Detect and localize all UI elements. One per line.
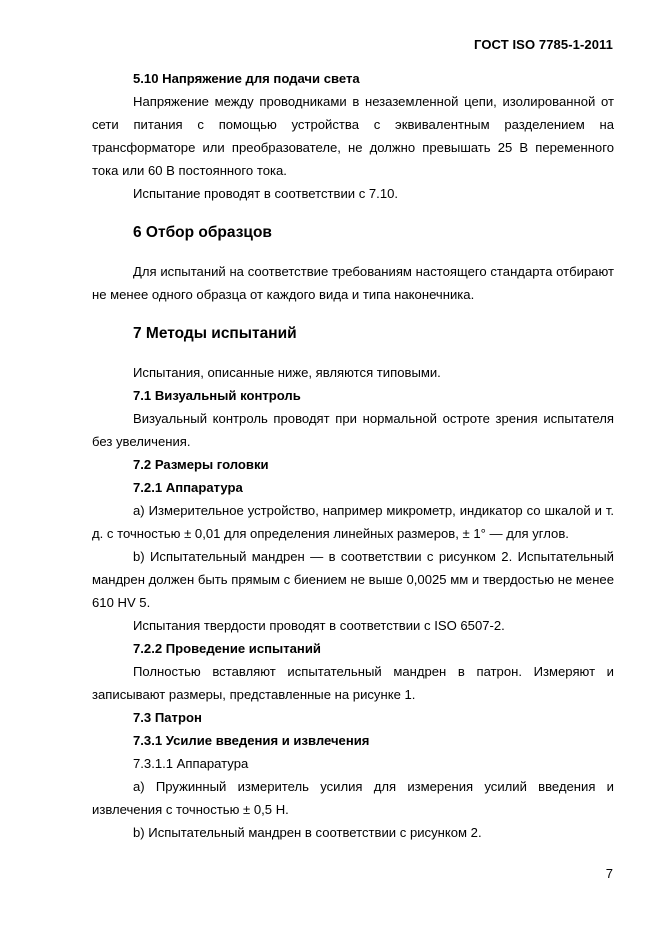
section-7-2-1-paragraph: Испытания твердости проводят в соответствии с ISO 6507-2. <box>133 618 505 633</box>
section-7-3-1-1-item-a: а) Пружинный измеритель усилия для измерения усилий введения и извлечения с точностью ± 0,5 Н. <box>92 779 614 817</box>
section-7-2-2-heading: 7.2.2 Проведение испытаний <box>133 641 321 656</box>
section-7-2-1-item-a: а) Измерительное устройство, например микрометр, индикатор со шкалой и т. д. с точностью ± 0,01 для определения линейных размеров, ± 1° — для углов. <box>92 503 614 541</box>
section-7-paragraph-1: Испытания, описанные ниже, являются типовыми. <box>133 365 441 380</box>
section-7-2-1-item-b: b) Испытательный мандрен — в соответствии с рисунком 2. Испытательный мандрен должен быть прямым с биением не выше 0,0025 мм и твердостью не менее 610 HV 5. <box>92 549 614 610</box>
section-6-paragraph-1: Для испытаний на соответствие требованиям настоящего стандарта отбирают не менее одного образца от каждого вида и типа наконечника. <box>92 264 614 302</box>
section-7-3-heading: 7.3 Патрон <box>133 710 202 725</box>
section-7-2-2-paragraph-1: Полностью вставляют испытательный мандрен в патрон. Измеряют и записывают размеры, представленные на рисунке 1. <box>92 664 614 702</box>
section-7-3-1-1-heading: 7.3.1.1 Аппаратура <box>133 756 249 771</box>
section-7-3-1-heading: 7.3.1 Усилие введения и извлечения <box>133 733 370 748</box>
page-number: 7 <box>605 866 613 881</box>
document-header-id: ГОСТ ISO 7785-1-2011 <box>474 37 613 52</box>
section-7-heading: 7 Методы испытаний <box>133 325 297 342</box>
section-7-3-1-1-item-b: b) Испытательный мандрен в соответствии с рисунком 2. <box>133 825 482 840</box>
section-7-2-heading: 7.2 Размеры головки <box>133 457 269 472</box>
section-6-heading: 6 Отбор образцов <box>133 224 272 241</box>
section-5-10-paragraph-2: Испытание проводят в соответствии с 7.10. <box>133 186 399 201</box>
section-7-2-1-heading: 7.2.1 Аппаратура <box>133 480 243 495</box>
section-7-1-paragraph-1: Визуальный контроль проводят при нормальной остроте зрения испытателя без увеличения. <box>92 411 614 449</box>
section-5-10-heading: 5.10 Напряжение для подачи света <box>133 71 360 86</box>
section-5-10-paragraph-1: Напряжение между проводниками в незаземленной цепи, изолированной от сети питания с помощью устройства с эквивалентным разделением на трансформаторе или преобразователе, не должно превышать 25 В переменного тока или 60 В постоянного тока. <box>92 94 614 178</box>
document-body <box>92 67 614 844</box>
section-7-1-heading: 7.1 Визуальный контроль <box>133 388 301 403</box>
